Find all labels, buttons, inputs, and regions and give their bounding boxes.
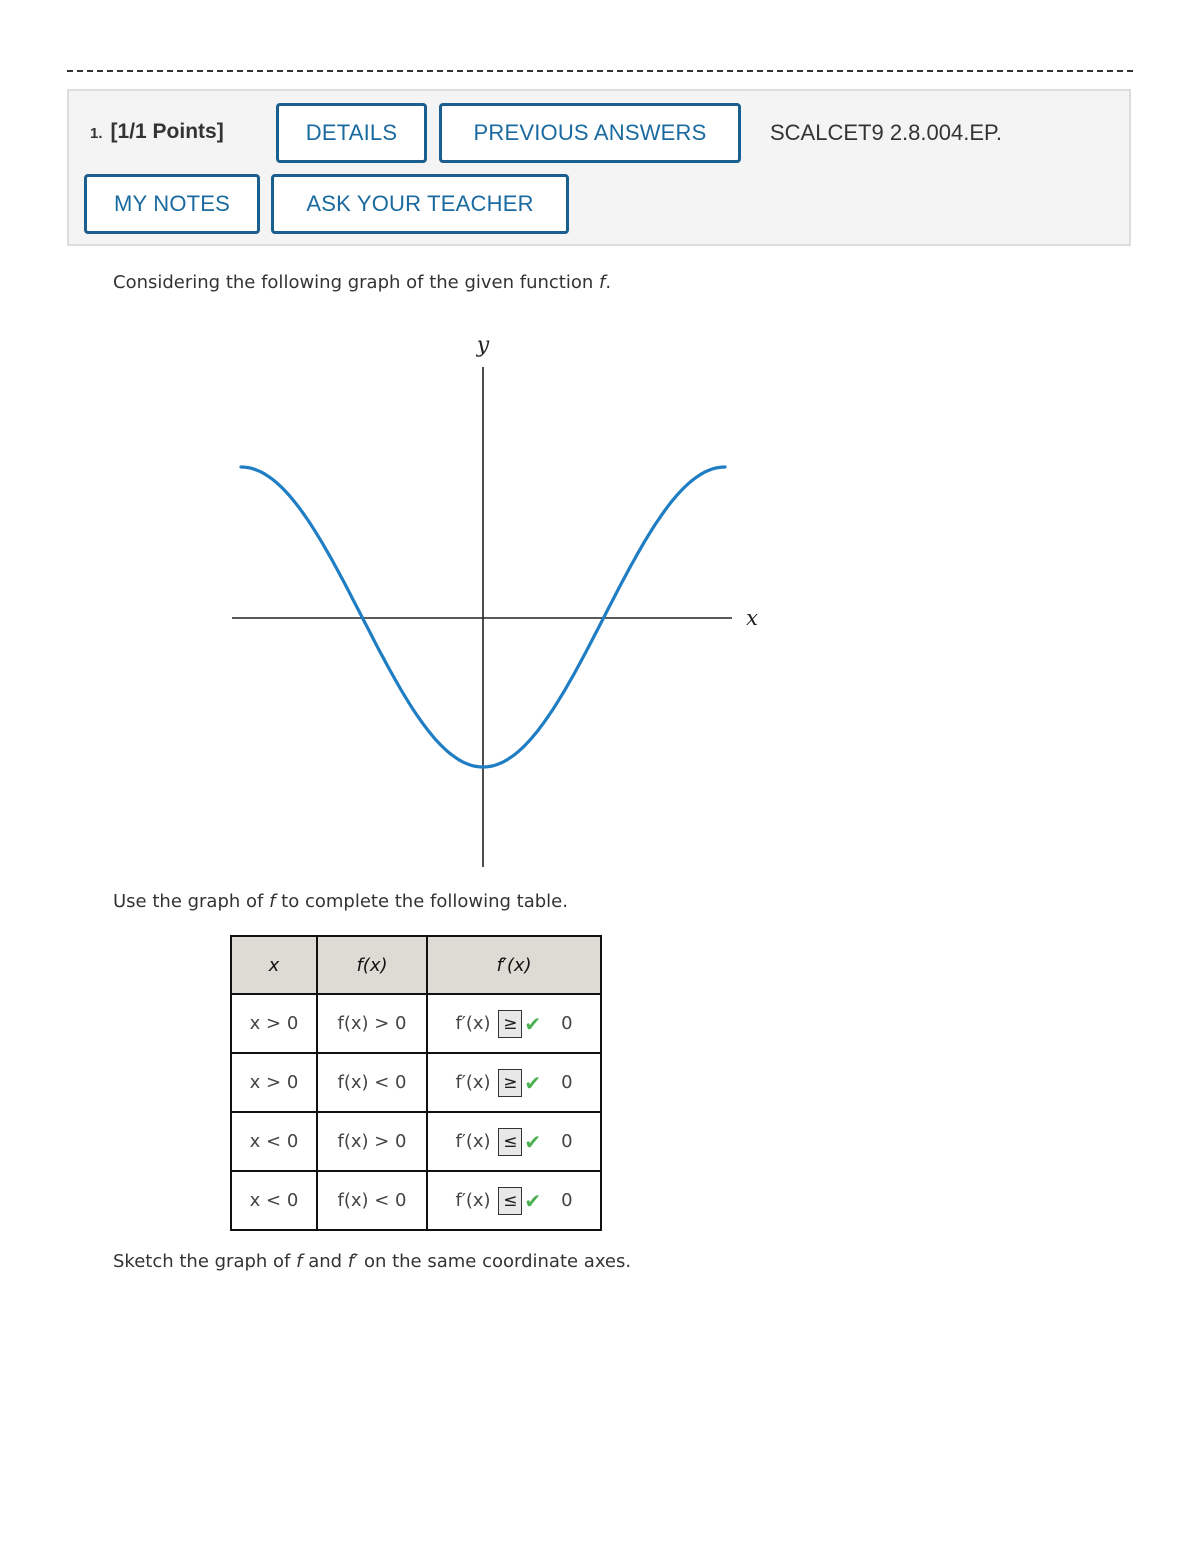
table-row [231,994,601,1053]
cell-fpx [427,1053,601,1112]
cell-fx: f(x) > 0 [317,994,427,1053]
zero-value: 0 [561,1130,573,1152]
inequality-select[interactable]: ≤ [498,1128,522,1156]
zero-value: 0 [561,1012,573,1034]
zero-value: 0 [561,1189,573,1211]
question-points [90,120,224,144]
check-icon: ✔ [524,1070,542,1095]
ask-your-teacher-button[interactable]: ASK YOUR TEACHER [271,174,569,234]
fpx-label: f′(x) [455,1189,491,1211]
cell-fpx [427,994,601,1053]
question-number: 1. [90,125,103,142]
check-icon: ✔ [524,1188,542,1213]
my-notes-button[interactable]: MY NOTES [84,174,260,234]
header-fpx: f′(x) [427,936,601,994]
points-label: [1/1 Points] [110,120,224,143]
cell-fx: f(x) < 0 [317,1171,427,1230]
cell-fpx [427,1112,601,1171]
top-dashed-divider [67,70,1133,72]
previous-answers-button[interactable]: PREVIOUS ANSWERS [439,103,741,163]
check-icon: ✔ [524,1011,542,1036]
table-row [231,1171,601,1230]
details-button[interactable]: DETAILS [276,103,427,163]
header-fx: f(x) [317,936,427,994]
cell-fx: f(x) < 0 [317,1053,427,1112]
cell-x: x < 0 [231,1171,317,1230]
question-intro: Considering the following graph of the given function f. [113,272,612,293]
cell-x: x > 0 [231,1053,317,1112]
sketch-instruction: Sketch the graph of f and f′ on the same coordinate axes. [113,1251,632,1272]
cell-fpx [427,1171,601,1230]
y-axis-label: y [476,333,490,358]
table-instruction: Use the graph of f to complete the following table. [113,891,568,912]
fpx-label: f′(x) [455,1012,491,1034]
fpx-label: f′(x) [455,1071,491,1093]
function-graph [220,325,780,870]
inequality-select[interactable]: ≤ [498,1187,522,1215]
problem-code: SCALCET9 2.8.004.EP. [770,120,1002,145]
zero-value: 0 [561,1071,573,1093]
table-row [231,1053,601,1112]
answer-table [230,935,602,1231]
cell-x: x > 0 [231,994,317,1053]
x-axis-label: x [746,606,758,630]
cell-fx: f(x) > 0 [317,1112,427,1171]
table-row [231,1112,601,1171]
fpx-label: f′(x) [455,1130,491,1152]
check-icon: ✔ [524,1129,542,1154]
inequality-select[interactable]: ≥ [498,1010,522,1038]
header-x: x [231,936,317,994]
inequality-select[interactable]: ≥ [498,1069,522,1097]
cell-x: x < 0 [231,1112,317,1171]
